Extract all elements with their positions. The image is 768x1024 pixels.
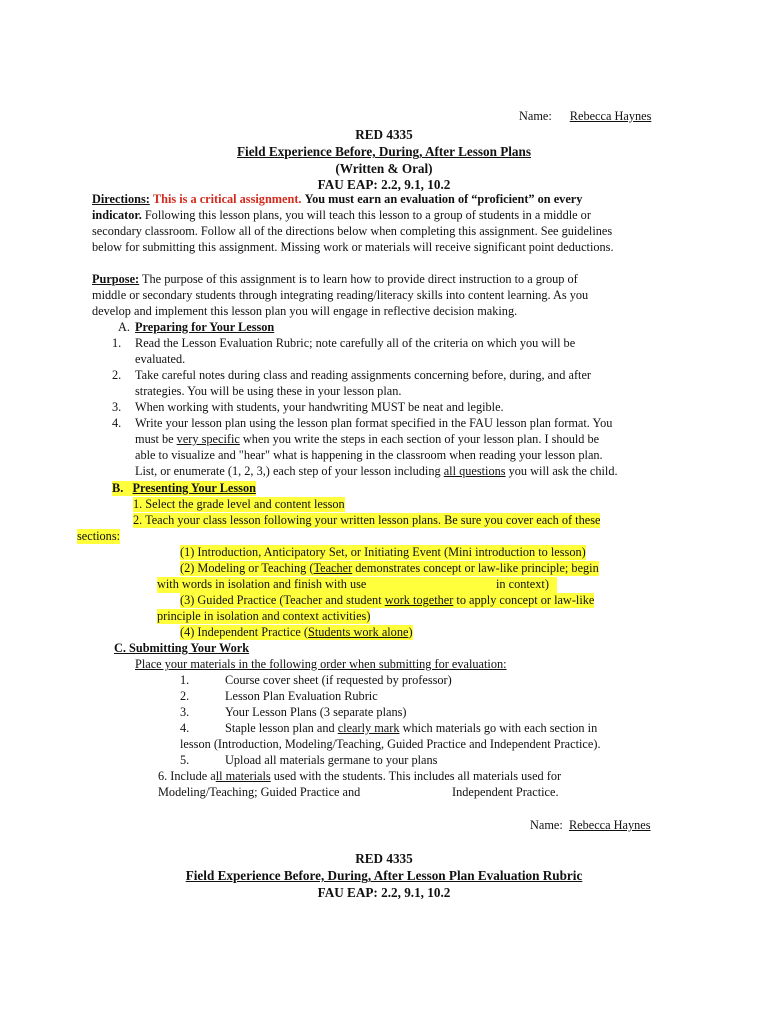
text-run: demonstrates concept or law-like principle; begin xyxy=(352,561,599,575)
section-a-header xyxy=(118,320,130,335)
rubric-name-label: Name: xyxy=(530,818,563,832)
list-item: When working with students, your handwriting MUST be neat and legible. xyxy=(135,400,504,414)
list-number: 3. xyxy=(112,400,122,414)
student-name: Rebecca Haynes xyxy=(569,109,652,123)
list-number: 1. xyxy=(180,673,190,687)
purpose-line-3: develop and implement this lesson plan you will engage in reflective decision making. xyxy=(92,304,518,318)
rubric-name-line xyxy=(530,818,651,833)
section-b-heading: Presenting Your Lesson xyxy=(132,481,256,495)
list-item-cont: strategies. You will be using these in your lesson plan. xyxy=(135,384,402,398)
very-specific-underlined: very specific xyxy=(176,432,240,446)
list-item-cont xyxy=(135,432,599,447)
text-run: to apply concept or law-like xyxy=(453,593,595,607)
list-number: 4. xyxy=(180,721,190,735)
section-b-letter: B. xyxy=(112,481,124,495)
part-modeling-cont-b: in context) xyxy=(496,577,549,591)
list-item-cont: lesson (Introduction, Modeling/Teaching, Guided Practice and Independent Practice). xyxy=(180,737,601,751)
purpose-text: The purpose of this assignment is to learn how to provide direct instruction to a group of xyxy=(142,272,578,286)
purpose-line-2: middle or secondary students through integrating reading/literacy skills into content learning. As you xyxy=(92,288,589,302)
standards: FAU EAP: 2.2, 9.1, 10.2 xyxy=(317,177,451,192)
rubric-student-name: Rebecca Haynes xyxy=(568,818,651,832)
section-c-item-6-cont-b: Independent Practice. xyxy=(452,785,559,799)
section-c-intro: Place your materials in the following order when submitting for evaluation: xyxy=(135,657,507,671)
part-guided-practice xyxy=(180,593,594,608)
text-run: Staple lesson plan and xyxy=(225,721,338,735)
list-number: 3. xyxy=(180,705,190,719)
proficient-requirement: You must earn an evaluation of “proficient” on every xyxy=(304,192,583,206)
list-number: 4. xyxy=(112,416,122,430)
list-item: Read the Lesson Evaluation Rubric; note carefully all of the criteria on which you will be xyxy=(135,336,576,350)
list-item: Take careful notes during class and reading assignments concerning before, during, and after xyxy=(135,368,592,382)
clearly-mark-underlined: clearly mark xyxy=(337,721,400,735)
text-run: ) xyxy=(408,625,413,639)
purpose-label: Purpose: xyxy=(92,272,140,286)
course-code: RED 4335 xyxy=(355,127,413,142)
section-c-item-6-cont-a: Modeling/Teaching; Guided Practice and xyxy=(158,785,361,799)
list-number: 1. xyxy=(112,336,122,350)
list-item: Upload all materials germane to your plans xyxy=(225,753,438,767)
list-item: Course cover sheet (if requested by professor) xyxy=(225,673,452,687)
teacher-underlined: Teacher xyxy=(313,561,353,575)
part-modeling xyxy=(180,561,599,576)
all-questions-underlined: all questions xyxy=(443,464,506,478)
list-item-cont: evaluated. xyxy=(135,352,186,366)
text-run: 6. Include a xyxy=(158,769,216,783)
work-together-underlined: work together xyxy=(384,593,454,607)
part-introduction: (1) Introduction, Anticipatory Set, or Initiating Event (Mini introduction to lesson) xyxy=(180,545,586,559)
name-label: Name: xyxy=(519,109,552,123)
list-item: Write your lesson plan using the lesson plan format specified in the FAU lesson plan format. You xyxy=(135,416,613,430)
text-run: you will ask the child. xyxy=(505,464,618,478)
text-run: (3) Guided Practice (Teacher and student xyxy=(180,593,385,607)
part-modeling-cont-a: with words in isolation and finish with use xyxy=(157,577,367,591)
section-c-item-6 xyxy=(158,769,561,784)
list-item-cont xyxy=(135,464,618,479)
section-a-letter: A. xyxy=(118,320,130,334)
list-item: Your Lesson Plans (3 separate plans) xyxy=(225,705,407,719)
directions-line-1 xyxy=(92,192,582,207)
section-b-item-1: 1. Select the grade level and content lesson xyxy=(133,497,345,511)
text-run: must be xyxy=(135,432,177,446)
rubric-course-code: RED 4335 xyxy=(355,851,413,866)
list-number: 5. xyxy=(180,753,190,767)
all-materials-underlined: ll materials xyxy=(215,769,271,783)
list-number: 2. xyxy=(180,689,190,703)
text-run: List, or enumerate (1, 2, 3,) each step of your lesson including xyxy=(135,464,444,478)
critical-note: This is a critical assignment. xyxy=(152,192,302,206)
section-b-item-2: 2. Teach your class lesson following your written lesson plans. Be sure you cover each of these xyxy=(133,513,601,527)
text-run: (2) Modeling or Teaching ( xyxy=(180,561,314,575)
directions-label: Directions: xyxy=(92,192,150,206)
section-c-heading: C. Submitting Your Work xyxy=(114,641,250,655)
text-run: when you write the steps in each section of your lesson plan. I should be xyxy=(239,432,600,446)
section-b-item-2-cont: sections: xyxy=(77,529,121,543)
directions-line-2 xyxy=(92,208,591,223)
part-guided-practice-cont: principle in isolation and context activities) xyxy=(157,609,371,623)
list-item-cont: able to visualize and "hear" what is happening in the classroom when reading your lesson plan. xyxy=(135,448,603,462)
directions-text: Following this lesson plans, you will teach this lesson to a group of students in a middle or xyxy=(144,208,591,222)
rubric-title: Field Experience Before, During, After Lesson Plan Evaluation Rubric xyxy=(185,868,583,883)
name-line xyxy=(519,109,651,124)
directions-line-3: secondary classroom. Follow all of the directions below when completing this assignment. See guidelines xyxy=(92,224,613,238)
list-item xyxy=(225,721,597,736)
indicator-word: indicator. xyxy=(92,208,142,222)
list-number: 2. xyxy=(112,368,122,382)
directions-line-4: below for submitting this assignment. Missing work or materials will receive significant point deductions. xyxy=(92,240,614,254)
students-work-alone-underlined: Students work alone xyxy=(308,625,409,639)
text-run: used with the students. This includes all materials used for xyxy=(270,769,562,783)
section-b-header xyxy=(112,481,256,496)
document-title: Field Experience Before, During, After Lesson Plans xyxy=(236,144,531,159)
list-item: Lesson Plan Evaluation Rubric xyxy=(225,689,378,703)
purpose-line-1 xyxy=(92,272,578,287)
text-run: (4) Independent Practice ( xyxy=(180,625,309,639)
section-a-heading: Preparing for Your Lesson xyxy=(135,320,275,334)
rubric-standards: FAU EAP: 2.2, 9.1, 10.2 xyxy=(317,885,451,900)
text-run: which materials go with each section in xyxy=(399,721,598,735)
part-independent-practice xyxy=(180,625,413,640)
document-subtitle: (Written & Oral) xyxy=(335,161,433,176)
